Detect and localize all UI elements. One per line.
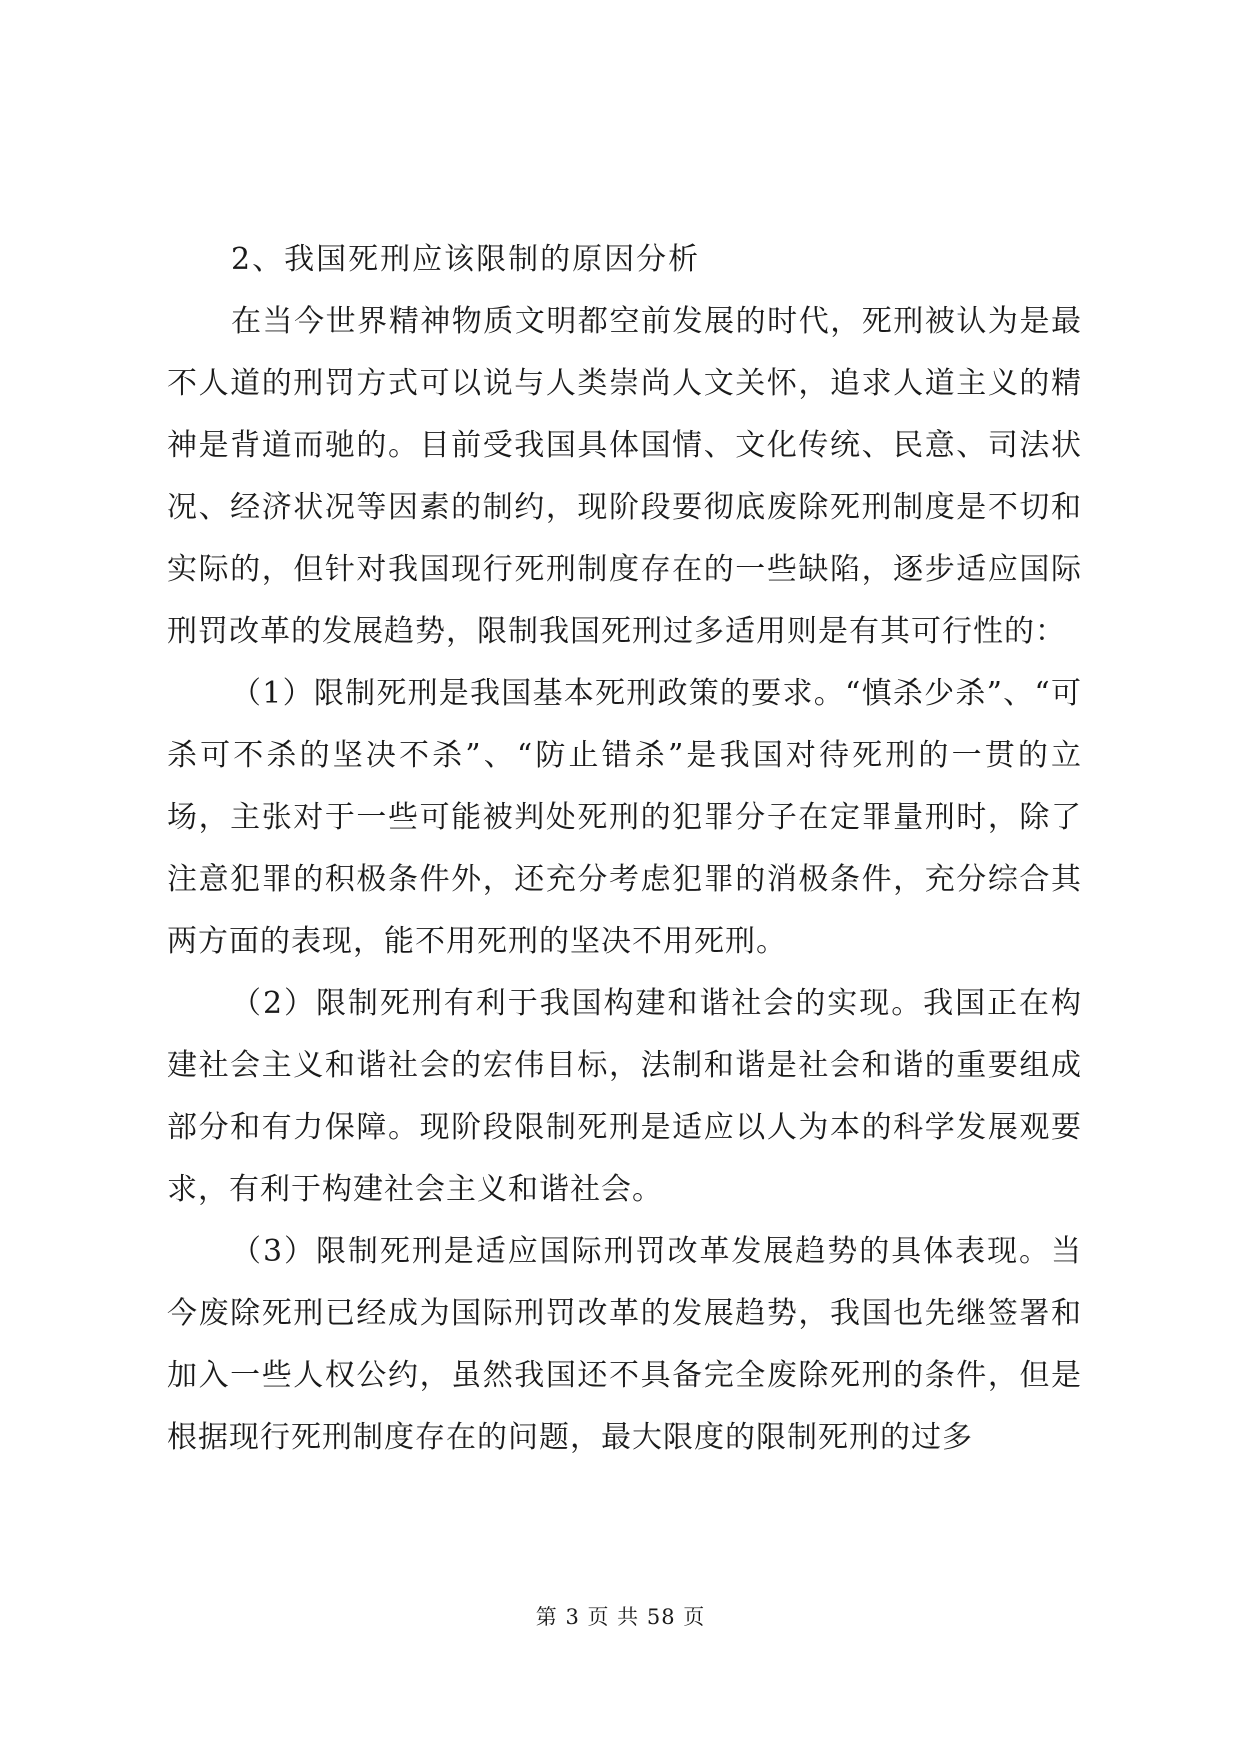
paragraph-intro: 在当今世界精神物质文明都空前发展的时代，死刑被认为是最不人道的刑罚方式可以说与人类崇尚人文关怀，追求人道主义的精神是背道而驰的。目前受我国具体国情、文化传统、民意、司法状况、经济状况等因素的制约，现阶段要彻底废除死刑制度是不切和实际的，但针对我国现行死刑制度存在的一些缺陷，逐步适应国际刑罚改革的发展趋势，限制我国死刑过多适用则是有其可行性的： [167,304,1082,649]
paragraph-point-3: （3）限制死刑是适应国际刑罚改革发展趋势的具体表现。当今废除死刑已经成为国际刑罚改革的发展趋势，我国也先继签署和加入一些人权公约，虽然我国还不具备完全废除死刑的条件，但是根据现行死刑制度存在的问题，最大限度的限制死刑的过多 [167,1234,1082,1455]
paragraph-point-2: （2）限制死刑有利于我国构建和谐社会的实现。我国正在构建社会主义和谐社会的宏伟目标，法制和谐是社会和谐的重要组成部分和有力保障。现阶段限制死刑是适应以人为本的科学发展观要求，有利于构建社会主义和谐社会。 [167,986,1082,1207]
section-heading: 2、我国死刑应该限制的原因分析 [231,242,701,277]
page-number-footer: 第 3 页 共 58 页 [535,1605,706,1629]
paragraph-point-1: （1）限制死刑是我国基本死刑政策的要求。“慎杀少杀”、“可杀可不杀的坚决不杀”、“防止错杀”是我国对待死刑的一贯的立场，主张对于一些可能被判处死刑的犯罪分子在定罪量刑时，除了注意犯罪的积极条件外，还充分考虑犯罪的消极条件，充分综合其两方面的表现，能不用死刑的坚决不用死刑。 [167,676,1082,959]
document-body [167,229,1082,1469]
